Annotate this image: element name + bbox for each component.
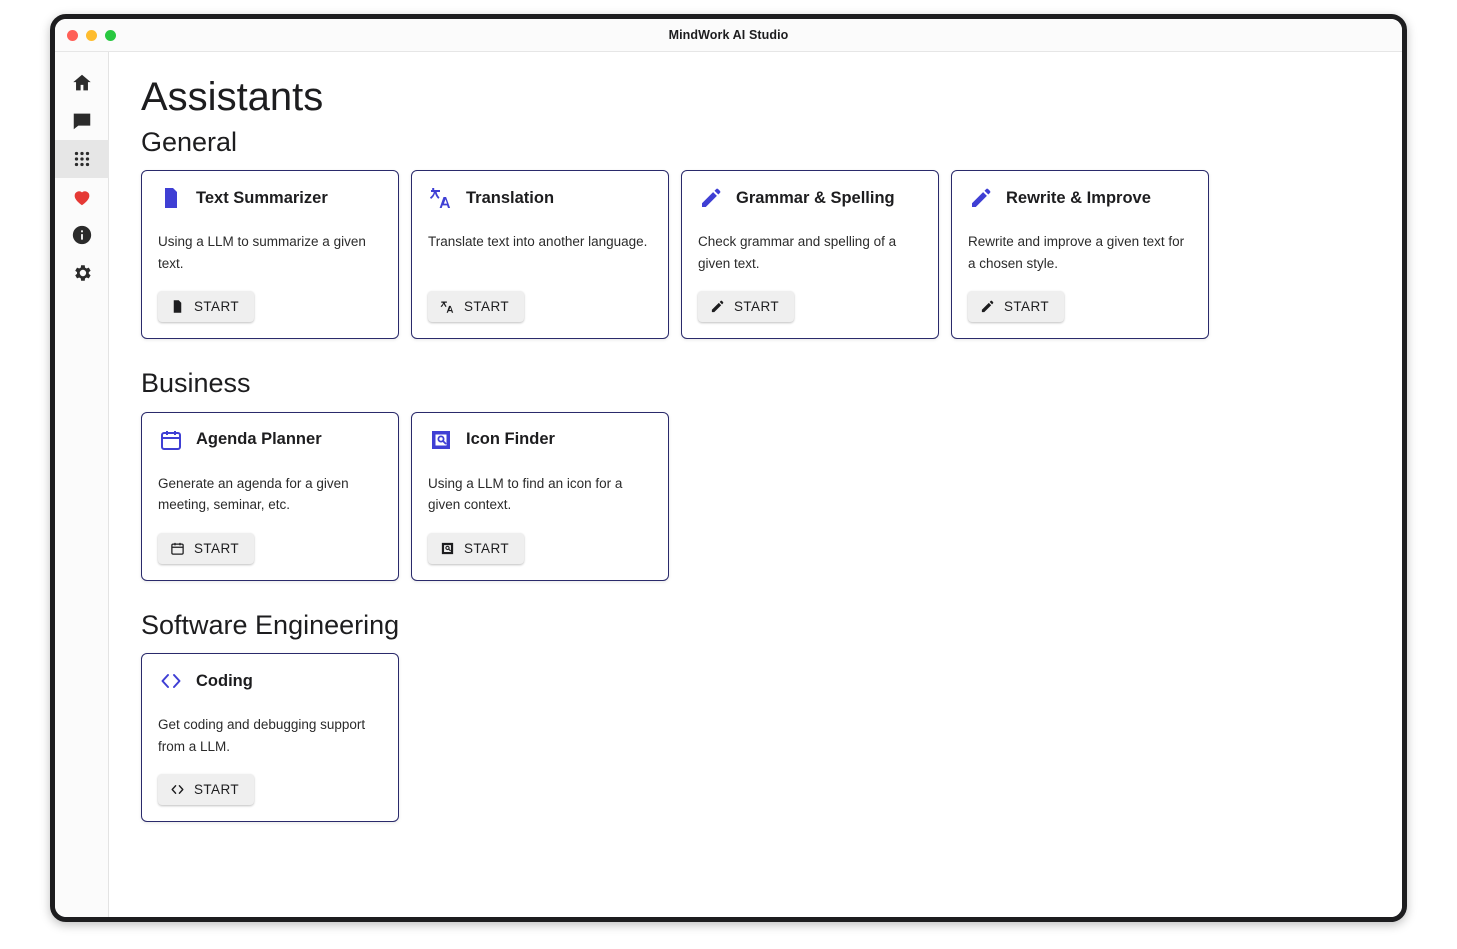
card-description: Generate an agenda for a given meeting, seminar, etc. xyxy=(158,475,349,513)
sidebar-item-chat[interactable] xyxy=(55,102,109,140)
sidebar-item-home[interactable] xyxy=(55,64,109,102)
card-description: Using a LLM to find an icon for a given context. xyxy=(428,475,623,513)
card-header xyxy=(698,185,922,211)
start-button-label: START xyxy=(194,782,240,798)
sidebar-item-about[interactable] xyxy=(55,216,109,254)
window-title: MindWork AI Studio xyxy=(668,28,789,42)
main-content xyxy=(109,52,1402,918)
card-description: Check grammar and spelling of a given text. xyxy=(698,234,897,271)
card-description: Using a LLM to summarize a given text. xyxy=(158,234,366,271)
pencil-icon xyxy=(980,299,995,314)
gear-icon xyxy=(71,262,93,284)
chat-icon xyxy=(71,110,93,132)
card-title: Agenda Planner xyxy=(196,430,322,449)
start-button-label: START xyxy=(194,540,240,556)
card-title: Text Summarizer xyxy=(196,188,328,207)
assistant-card-icon-finder[interactable] xyxy=(411,412,669,581)
code-brackets-icon xyxy=(170,782,185,797)
card-title: Grammar & Spelling xyxy=(736,188,895,207)
sidebar-item-assistants[interactable] xyxy=(55,140,109,178)
section-title-software-engineering: Software Engineering xyxy=(141,609,400,640)
card-title: Coding xyxy=(196,671,253,690)
pencil-icon xyxy=(968,185,994,211)
start-button-grammar-spelling[interactable] xyxy=(698,291,794,322)
assistant-card-grammar-spelling[interactable] xyxy=(681,170,939,339)
start-button-translation[interactable] xyxy=(428,291,524,322)
calendar-icon xyxy=(158,427,184,453)
card-row-general xyxy=(141,170,1372,339)
section-title-general: General xyxy=(141,127,238,157)
code-brackets-icon xyxy=(158,668,184,694)
start-button-icon-finder[interactable] xyxy=(428,533,524,564)
card-row-business xyxy=(141,412,1372,581)
assistant-card-agenda-planner[interactable] xyxy=(141,412,399,581)
translate-icon xyxy=(440,299,455,314)
start-button-label: START xyxy=(464,299,510,315)
assistant-card-rewrite-improve[interactable] xyxy=(951,170,1209,339)
heart-icon xyxy=(71,186,93,208)
document-text-icon xyxy=(158,185,184,211)
card-row-software-engineering xyxy=(141,653,1372,822)
image-search-icon xyxy=(440,541,455,556)
assistant-card-translation[interactable] xyxy=(411,170,669,339)
minimize-window-button[interactable] xyxy=(86,30,97,41)
card-description: Rewrite and improve a given text for a chosen style. xyxy=(968,234,1185,271)
start-button-label: START xyxy=(464,540,510,556)
pencil-icon xyxy=(710,299,725,314)
start-button-text-summarizer[interactable] xyxy=(158,291,254,322)
card-header xyxy=(158,185,382,211)
assistant-card-text-summarizer[interactable] xyxy=(141,170,399,339)
pencil-icon xyxy=(698,185,724,211)
info-icon xyxy=(71,224,93,246)
title-bar xyxy=(55,19,1402,52)
window-controls[interactable] xyxy=(67,30,116,41)
start-button-label: START xyxy=(1004,299,1050,315)
home-icon xyxy=(71,72,93,94)
start-button-label: START xyxy=(734,299,780,315)
start-button-rewrite-improve[interactable] xyxy=(968,291,1064,322)
document-text-icon xyxy=(170,299,185,314)
section-title-business: Business xyxy=(141,368,251,399)
card-header xyxy=(158,427,382,453)
card-title: Icon Finder xyxy=(466,430,555,449)
calendar-icon xyxy=(170,541,185,556)
assistant-card-coding[interactable] xyxy=(141,653,399,822)
translate-icon xyxy=(428,185,454,211)
card-header xyxy=(428,185,652,211)
sidebar xyxy=(55,52,109,918)
card-header xyxy=(158,668,382,694)
sidebar-item-supporters[interactable] xyxy=(55,178,109,216)
card-description: Get coding and debugging support from a LLM. xyxy=(158,717,366,754)
start-button-agenda-planner[interactable] xyxy=(158,533,254,564)
page-title: Assistants xyxy=(141,75,324,119)
application-window xyxy=(50,14,1407,922)
sidebar-item-settings[interactable] xyxy=(55,254,109,292)
card-header xyxy=(968,185,1192,211)
maximize-window-button[interactable] xyxy=(105,30,116,41)
start-button-coding[interactable] xyxy=(158,774,254,805)
card-description: Translate text into another language. xyxy=(428,234,648,250)
card-title: Translation xyxy=(466,188,555,207)
card-header xyxy=(428,427,652,453)
close-window-button[interactable] xyxy=(67,30,78,41)
start-button-label: START xyxy=(194,299,240,315)
card-title: Rewrite & Improve xyxy=(1006,188,1151,207)
apps-grid-icon xyxy=(71,148,93,170)
image-search-icon xyxy=(428,427,454,453)
